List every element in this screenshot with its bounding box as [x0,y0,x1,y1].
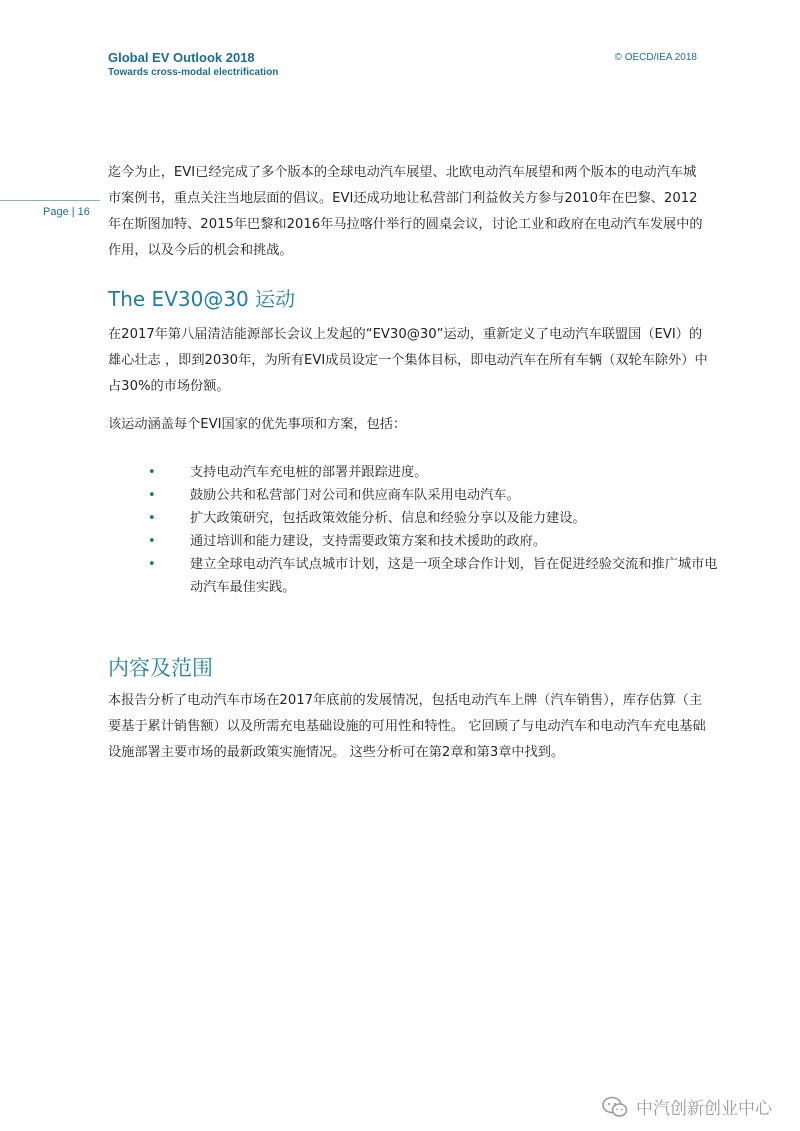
bullet-icon: • [148,465,156,480]
list-item [148,484,728,507]
list-item [148,507,728,530]
list-item-text: 鼓励公共和私营部门对公司和供应商车队采用电动汽车。 [190,488,520,503]
scope-paragraph: 本报告分析了电动汽车市场在2017年底前的发展情况，包括电动汽车上牌（汽车销售），库存估算（主要基于累计销售额）以及所需充电基础设施的可用性和特性。 它回顾了与电动汽车和电动汽车充电基础设施部署主要市场的最新政策实施情况。 这些分析可在第2章和第3章中找到。 [108,693,706,760]
header-subtitle: Towards cross-modal electrification [108,67,279,78]
list-item-text: 建立全球电动汽车试点城市计划，这是一项全球合作计划，旨在促进经验交流和推广城市电动汽车最佳实践。 [190,557,718,595]
header-copyright: © OECD/IEA 2018 [614,52,697,63]
bullet-icon: • [148,557,156,572]
wechat-icon [602,1096,628,1118]
bullet-icon: • [148,534,156,549]
watermark-text: 中汽创新创业中心 [636,1099,772,1119]
list-item-text: 通过培训和能力建设，支持需要政策方案和技术援助的政府。 [190,534,547,549]
watermark [602,1094,772,1119]
bullet-icon: • [148,488,156,503]
page-rule [0,200,100,201]
section-heading-ev3030: The EV30@30 运动 [108,287,296,311]
page-number: Page | 16 [43,206,90,218]
header-title: Global EV Outlook 2018 [108,50,255,65]
list-item [148,461,728,484]
list-item-text: 支持电动汽车充电桩的部署并跟踪进度。 [190,465,428,480]
list-item [148,553,728,599]
bullet-icon: • [148,511,156,526]
list-item-text: 扩大政策研究，包括政策效能分析、信息和经验分享以及能力建设。 [190,511,586,526]
ev3030-paragraph: 在2017年第八届清洁能源部长会议上发起的“EV30@30”运动，重新定义了电动汽车联盟国（EVI）的雄心壮志 ，即到2030年，为所有EVI成员设定一个集体目标，即电动汽车在所有车辆（双轮车除外）中占30%的市场份额。 [108,327,708,394]
list-item [148,530,728,553]
section-heading-scope: 内容及范围 [108,656,213,680]
priorities-paragraph: 该运动涵盖每个EVI国家的优先事项和方案，包括： [108,417,407,432]
intro-paragraph: 迄今为止，EVI已经完成了多个版本的全球电动汽车展望、北欧电动汽车展望和两个版本的电动汽车城市案例书，重点关注当地层面的倡议。EVI还成功地让私营部门利益攸关方参与2010年在巴黎、2012年在斯图加特、2015年巴黎和2016年马拉喀什举行的圆桌会议，讨论工业和政府在电动汽车发展中的作用，以及今后的机会和挑战。 [108,165,703,258]
priorities-list [148,461,728,599]
